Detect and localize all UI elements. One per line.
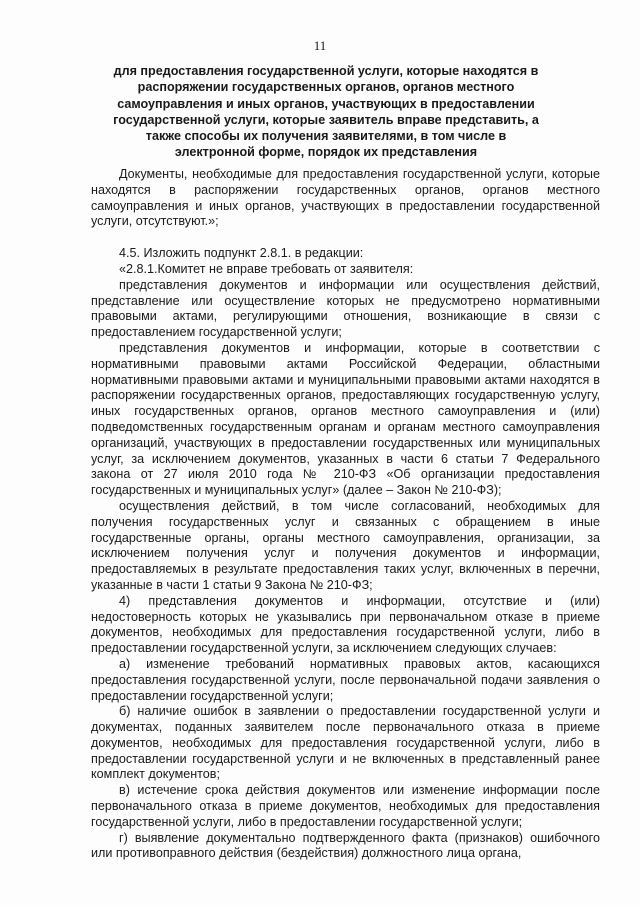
paragraph: «2.8.1.Комитет не вправе требовать от заявителя:: [119, 261, 414, 276]
paragraph: 4.5. Изложить подпункт 2.8.1. в редакции:: [119, 246, 364, 261]
paragraph: осуществления действий, в том числе согласований, необходимых для получения государственных услуг и связанных с обращением в иные государственные органы, органы местного самоуправления, организации, за исключением получения услуг и получения документов и информации, предоставляемых в результате предоставления таких услуг, включенных в перечни, указанные в части 1 статьи 9 Закона № 210-ФЗ;: [91, 498, 600, 592]
page-number: 11: [313, 38, 327, 53]
paragraph: г) выявление документально подтвержденного факта (признаков) ошибочного или противоправного действия (бездействия) должностного лица органа,: [91, 830, 600, 861]
paragraph: а) изменение требований нормативных правовых актов, касающихся предоставления государственной услуги, после первоначальной подачи заявления о предоставлении государственной услуги;: [91, 656, 600, 703]
paragraph: в) истечение срока действия документов или изменение информации после первоначального отказа в приеме документов, необходимых для предоставления государственной услуги, либо в предоставлении государственной услуги;: [91, 783, 600, 829]
section-heading: для предоставления государственной услуги, которые находятся в распоряжении государственных органов, органов местного самоуправления и иных органов, участвующих в предоставлении государственной услуги, которые заявитель вправе представить, а также способы их получения заявителями, в том числе в электронной форме, порядок их представления: [113, 64, 539, 160]
paragraph: представления документов и информации или осуществления действий, представление или осуществление которых не предусмотрено нормативными правовыми актами, регулирующими отношения, возникающие в связи с предоставлением государственной услуги;: [91, 277, 600, 340]
paragraph: б) наличие ошибок в заявлении о предоставлении государственной услуги и документах, поданных заявителем после первоначального отказа в приеме документов, необходимых для предоставления государственной услуги, либо в предоставлении государственной услуги и не включенных в представленный ранее комплект документов;: [91, 704, 600, 782]
paragraph: Документы, необходимые для предоставления государственной услуги, которые находятся в распоряжении государственных органов, органов местного самоуправления и иных органов, участвующих в предоставлении государственной услуги, отсутствуют.»;: [91, 167, 600, 229]
paragraph: представления документов и информации, которые в соответствии с нормативными правовыми актами Российской Федерации, областными нормативными правовыми актами и муниципальными правовыми актами находятся в распоряжении государственных органов, предоставляющих государственную услугу, иных государственных органов, органов местного самоуправления и (или) подведомственных государственным органам и органам местного самоуправления организаций, участвующих в предоставлении государственных или муниципальных услуг, за исключением документов, указанных в части 6 статьи 7 Федерального закона от 27 июля 2010 года № 210-ФЗ «Об организации предоставления государственных и муниципальных услуг» (далее – Закон № 210-ФЗ);: [91, 340, 600, 498]
paragraph: 4) представления документов и информации, отсутствие и (или) недостоверность которых не указывались при первоначальном отказе в приеме документов, необходимых для предоставления государственной услуги, либо в предоставлении государственной услуги, за исключением следующих случаев:: [91, 593, 600, 656]
document-body: [91, 167, 600, 862]
